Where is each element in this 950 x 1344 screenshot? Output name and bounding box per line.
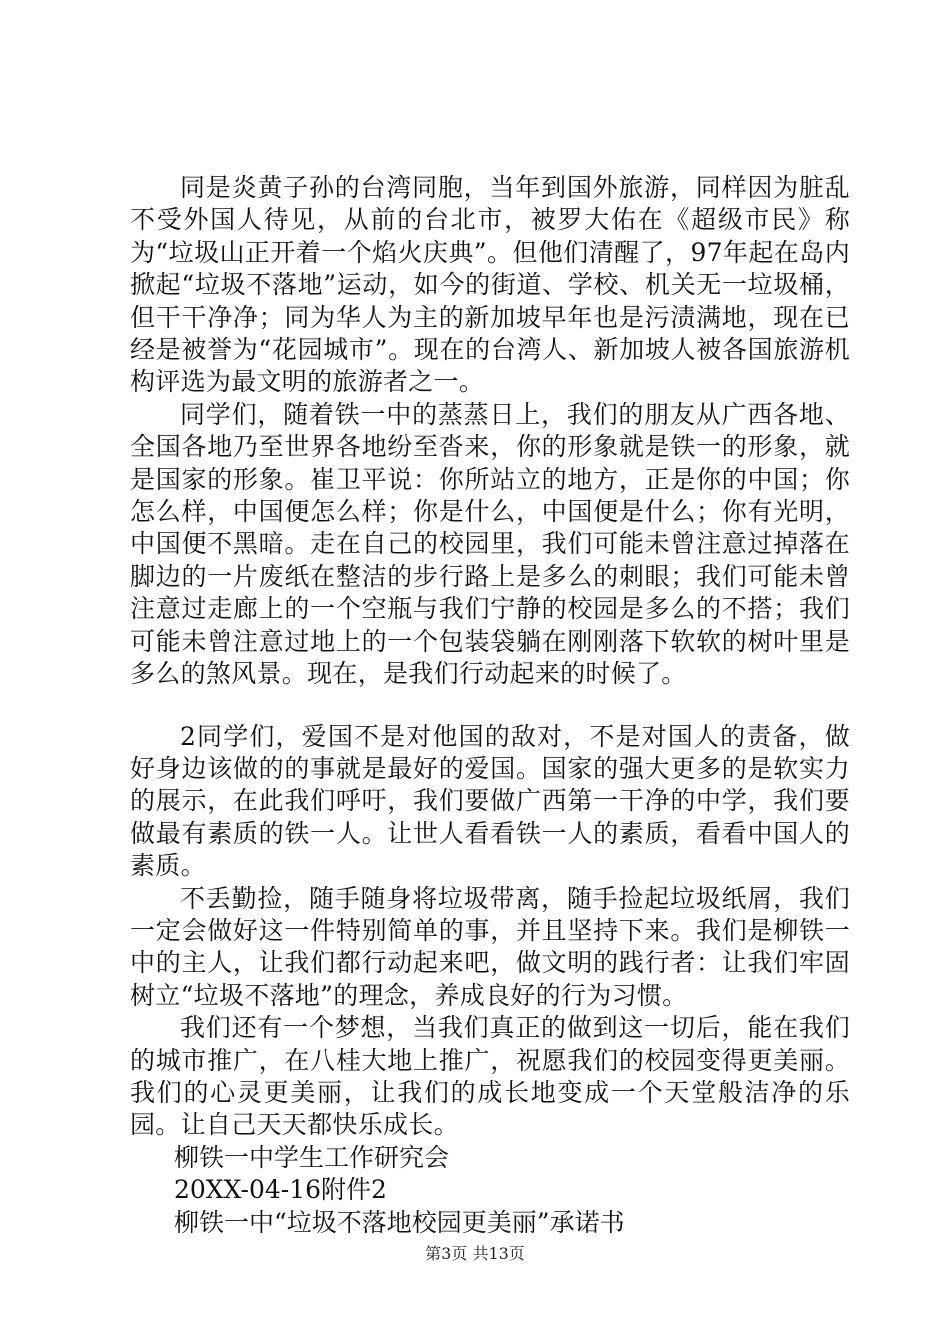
page-number-footer: 第3页 共13页	[425, 1244, 525, 1263]
signature-organization: 柳铁一中学生工作研究会	[174, 1142, 450, 1172]
paragraph-no-littering: 不丢勤捡，随手随身将垃圾带离，随手捡起垃圾纸屑，我们一定会做好这一件特别简单的事，并且坚持下来。我们是柳铁一中的主人，让我们都行动起来吧，做文明的践行者：让我们牢固树立“垃圾不落地”的理念，养成良好的行为习惯。	[130, 883, 850, 1010]
paragraph-gap	[130, 691, 850, 721]
pledge-title: 柳铁一中“垃圾不落地校园更美丽”承诺书	[174, 1207, 625, 1237]
paragraph-dream: 我们还有一个梦想，当我们真正的做到这一切后，能在我们的城市推广，在八桂大地上推广，祝愿我们的校园变得更美丽。我们的心灵更美丽，让我们的成长地变成一个天堂般洁净的乐园。让自己天天都快乐成长。	[130, 1013, 850, 1140]
paragraph-taiwan-singapore: 同是炎黄子孙的台湾同胞，当年到国外旅游，同样因为脏乱不受外国人待见，从前的台北市，被罗大佑在《超级市民》称为“垃圾山正开着一个焰火庆典”。但他们清醒了，97年起在岛内掀起“垃圾不落地”运动，如今的街道、学校、机关无一垃圾桶，但干干净净；同为华人为主的新加坡早年也是污渍满地，现在已经是被誉为“花园城市”。现在的台湾人、新加坡人被各国旅游机构评选为最文明的旅游者之一。	[130, 173, 851, 397]
paragraph-patriotism: 2同学们，爱国不是对他国的敌对，不是对国人的责备，做好身边该做的的事就是最好的爱国。国家的强大更多的是软实力的展示，在此我们呼吁，我们要做广西第一干净的中学，我们要做最有素质的铁一人。让世人看看铁一人的素质，看看中国人的素质。	[130, 721, 850, 881]
date-attachment-line: 20XX-04-16附件2	[174, 1175, 387, 1205]
paragraph-school-image: 同学们，随着铁一中的蒸蒸日上，我们的朋友从广西各地、全国各地乃至世界各地纷至沓来，你的形象就是铁一的形象，就是国家的形象。崔卫平说：你所站立的地方，正是你的中国；你怎么样，中国便怎么样；你是什么，中国便是什么；你有光明，中国便不黑暗。走在自己的校园里，我们可能未曾注意过掉落在脚边的一片废纸在整洁的步行路上是多么的刺眼；我们可能未曾注意过走廊上的一个空瓶与我们宁静的校园是多么的不搭；我们可能未曾注意过地上的一个包装袋躺在刚刚落下软软的树叶里是多么的煞风景。现在，是我们行动起来的时候了。	[130, 399, 850, 689]
document-body	[130, 172, 850, 1239]
